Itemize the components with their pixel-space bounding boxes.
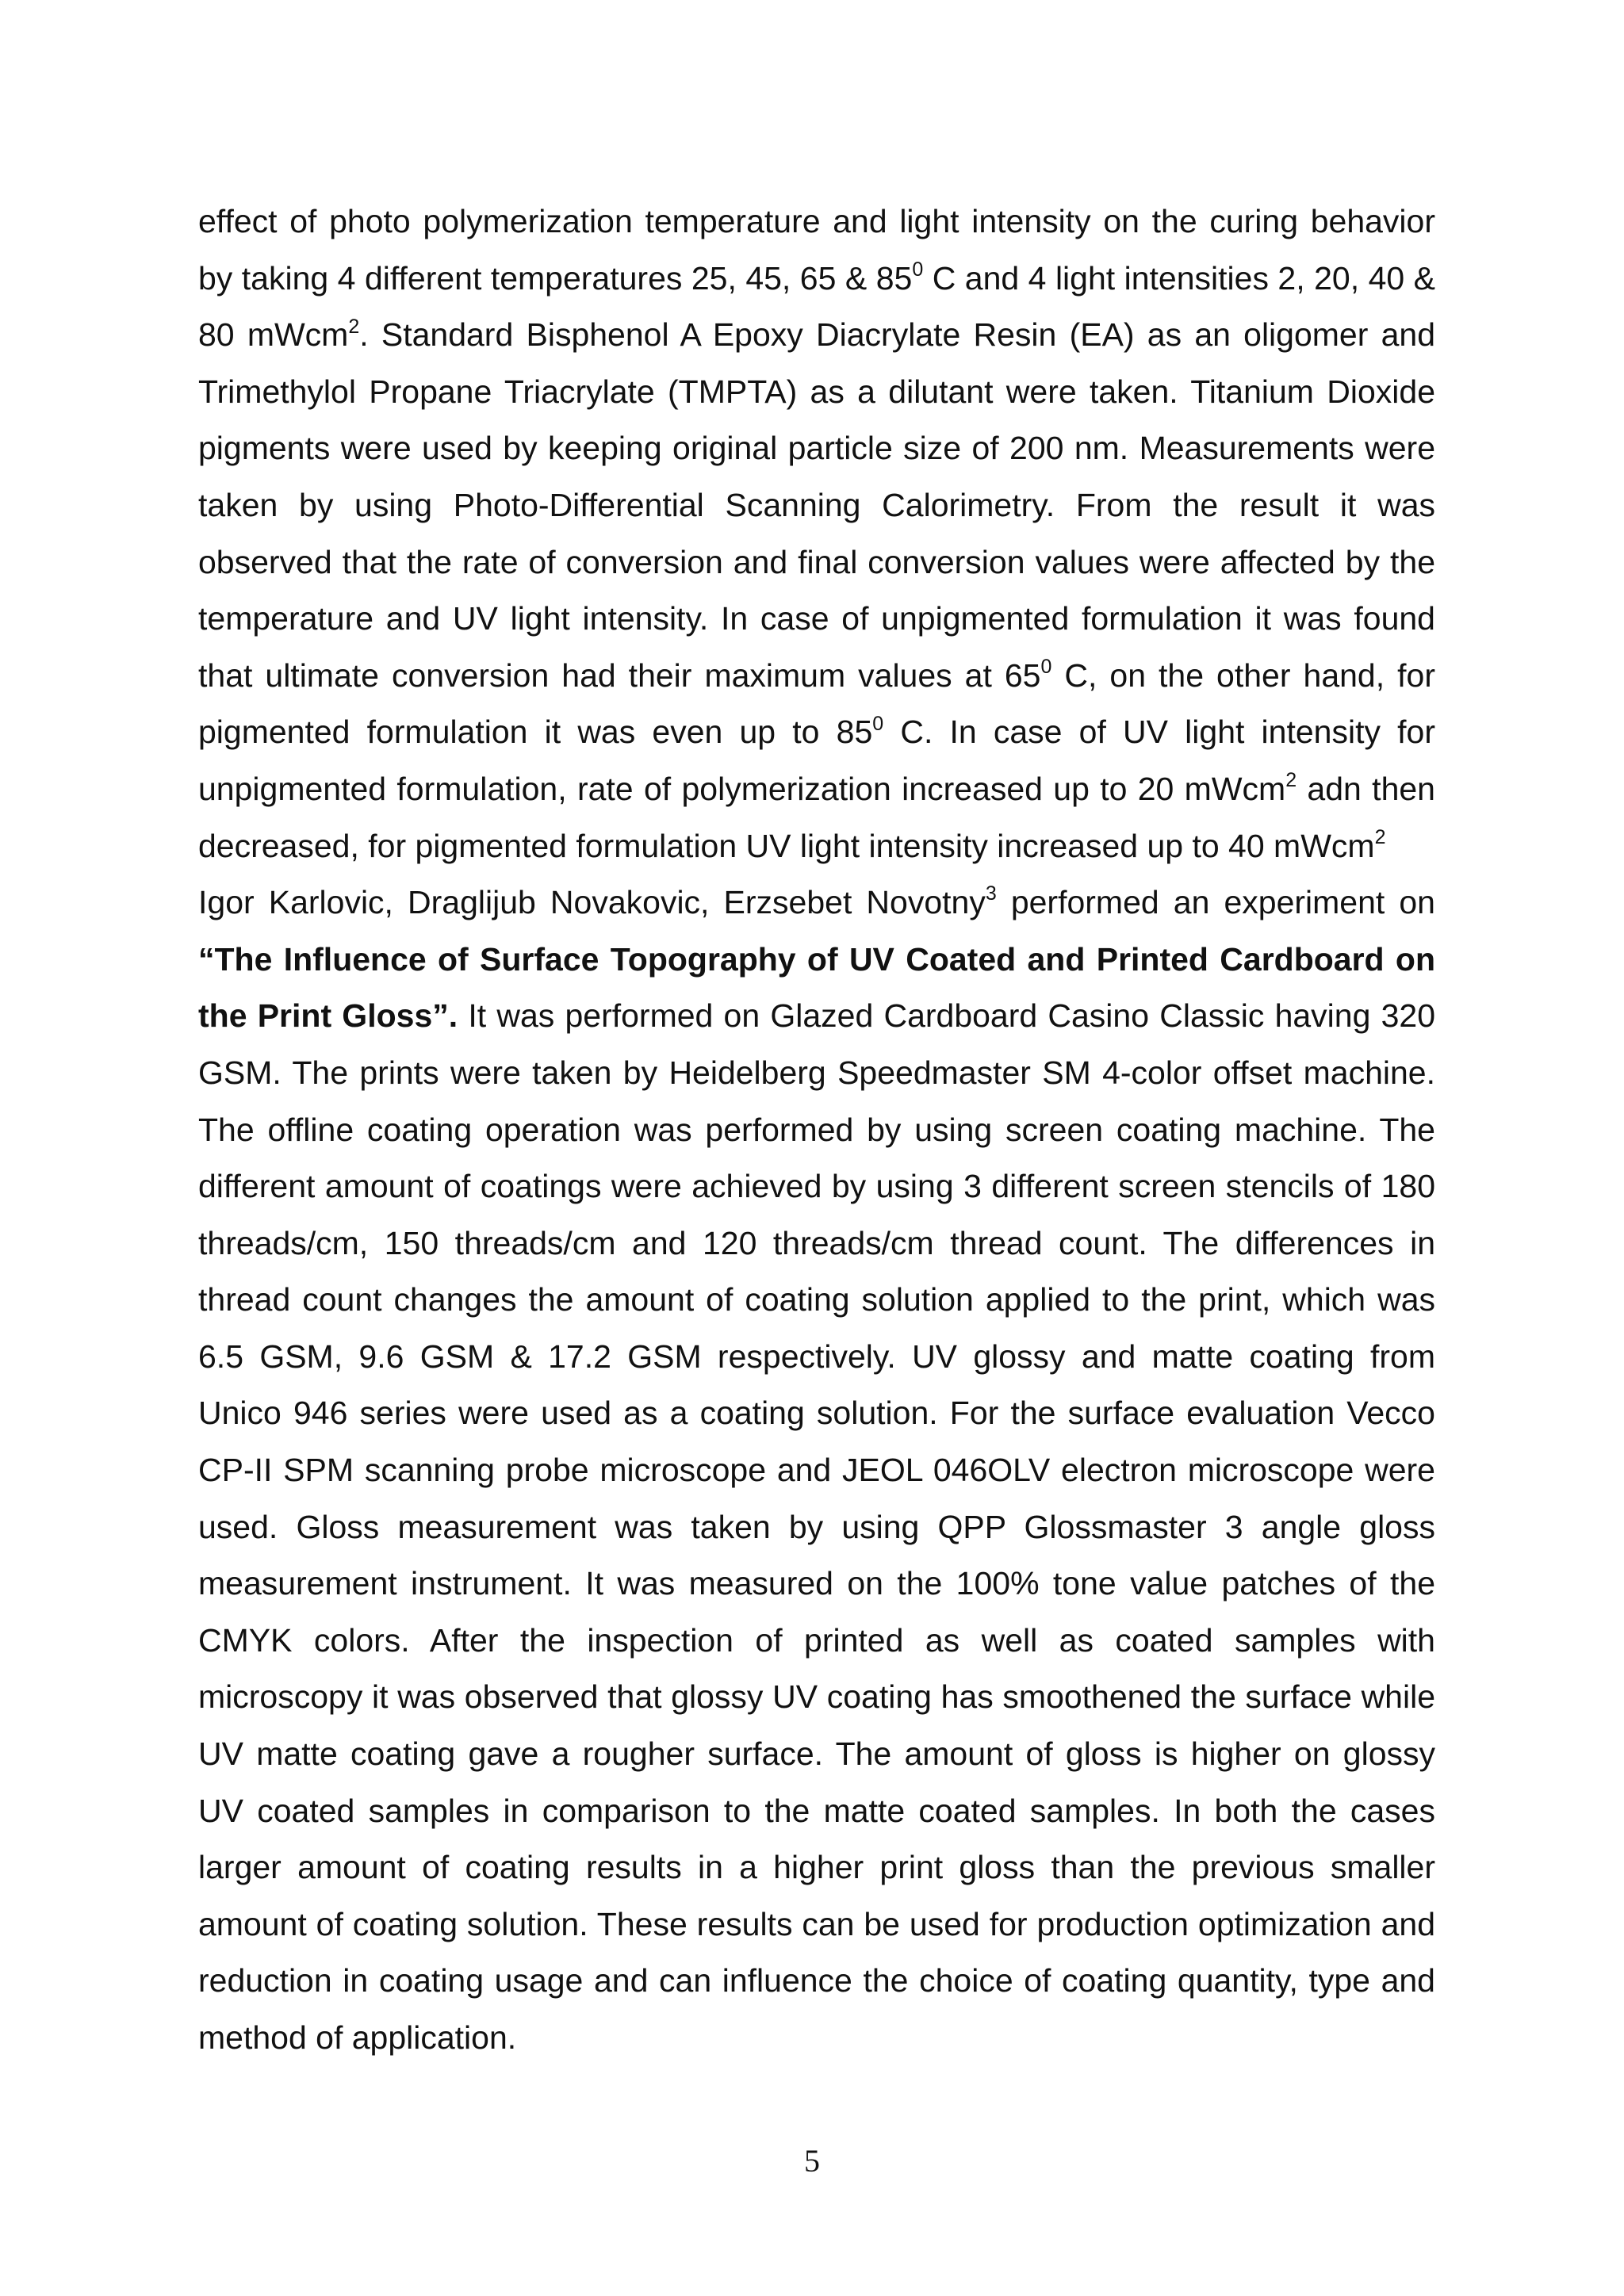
text-run: effect of photo polymerization temperature and light intensity on the curing behavior by taking 4 different temperatures 25, 45, 65 & 85 [198, 203, 1435, 297]
reference-number: 3 [985, 882, 997, 905]
author-names: Igor Karlovic, Draglijub Novakovic, Erzsebet Novotny [198, 884, 986, 921]
text-run: . Standard Bisphenol A Epoxy Diacrylate Resin (EA) as an oligomer and Trimethylol Propane Triacrylate (TMPTA) as a dilutant were taken. Titanium Dioxide pigments were used by keeping original particle size of 200 nm. Measurements were taken by using Photo-Differential Scanning Calorimetry. From the result it was observed that the rate of conversion and final conversion values were affected by the temperature and UV light intensity. In case of unpigmented formulation it was found that ultimate conversion had their maximum values at 65 [198, 316, 1436, 694]
text-run: C and 4 light intensities 2, 20, 40 & 80 mWcm [198, 259, 1435, 354]
text-run: adn then decreased, for pigmented formulation UV light intensity increased up to 40 mWcm [198, 770, 1435, 864]
text-run: C. In case of UV light intensity for unpigmented formulation, rate of polymerization increased up to 20 mWcm [198, 714, 1435, 807]
superscript: 2 [1374, 825, 1386, 848]
body-text [198, 193, 1435, 2067]
page-number: 5 [804, 2143, 820, 2179]
text-run: It was performed on Glazed Cardboard Casino Classic having 320 GSM. The prints were taken by Heidelberg Speedmaster SM 4-color offset machine. The offline coating operation was performed by using screen coating machine. The different amount of coatings were achieved by using 3 different screen stencils of 180 threads/cm, 150 threads/cm and 120 threads/cm thread count. The differences in thread count changes the amount of coating solution applied to the print, which was 6.5 GSM, 9.6 GSM & 17.2 GSM respectively. UV glossy and matte coating from Unico 946 series were used as a coating solution. For the surface evaluation Vecco CP-II SPM scanning probe microscope and JEOL 046OLV electron microscope were used. Gloss measurement was taken by using QPP Glossmaster 3 angle gloss measurement instrument. It was measured on the 100% tone value patches of the CMYK colors. After the inspection of printed as well as coated samples with microscopy it was observed that glossy UV coating has smoothened the surface while UV matte coating gave a rougher surface. The amount of gloss is higher on glossy UV coated samples in comparison to the matte coated samples. In both the cases larger amount of coating results in a higher print gloss than the previous smaller amount of coating solution. These results can be used for production optimization and reduction in coating usage and can influence the choice of coating quantity, type and method of application. [198, 997, 1436, 2056]
paragraph-surface-topography [198, 874, 1435, 2066]
superscript: 0 [1040, 656, 1052, 679]
superscript: 0 [912, 258, 924, 281]
superscript: 2 [1285, 769, 1297, 792]
text-run: performed an experiment on [996, 884, 1435, 921]
text-run: C, on the other hand, for pigmented formulation it was even up to 85 [198, 656, 1435, 751]
paragraph-photo-polymerization [198, 193, 1435, 874]
superscript: 2 [348, 315, 360, 338]
superscript: 0 [872, 712, 884, 735]
paper-title: “The Influence of Surface Topography of UV Coated and Printed Cardboard on the Print Gloss”. [198, 940, 1435, 1035]
